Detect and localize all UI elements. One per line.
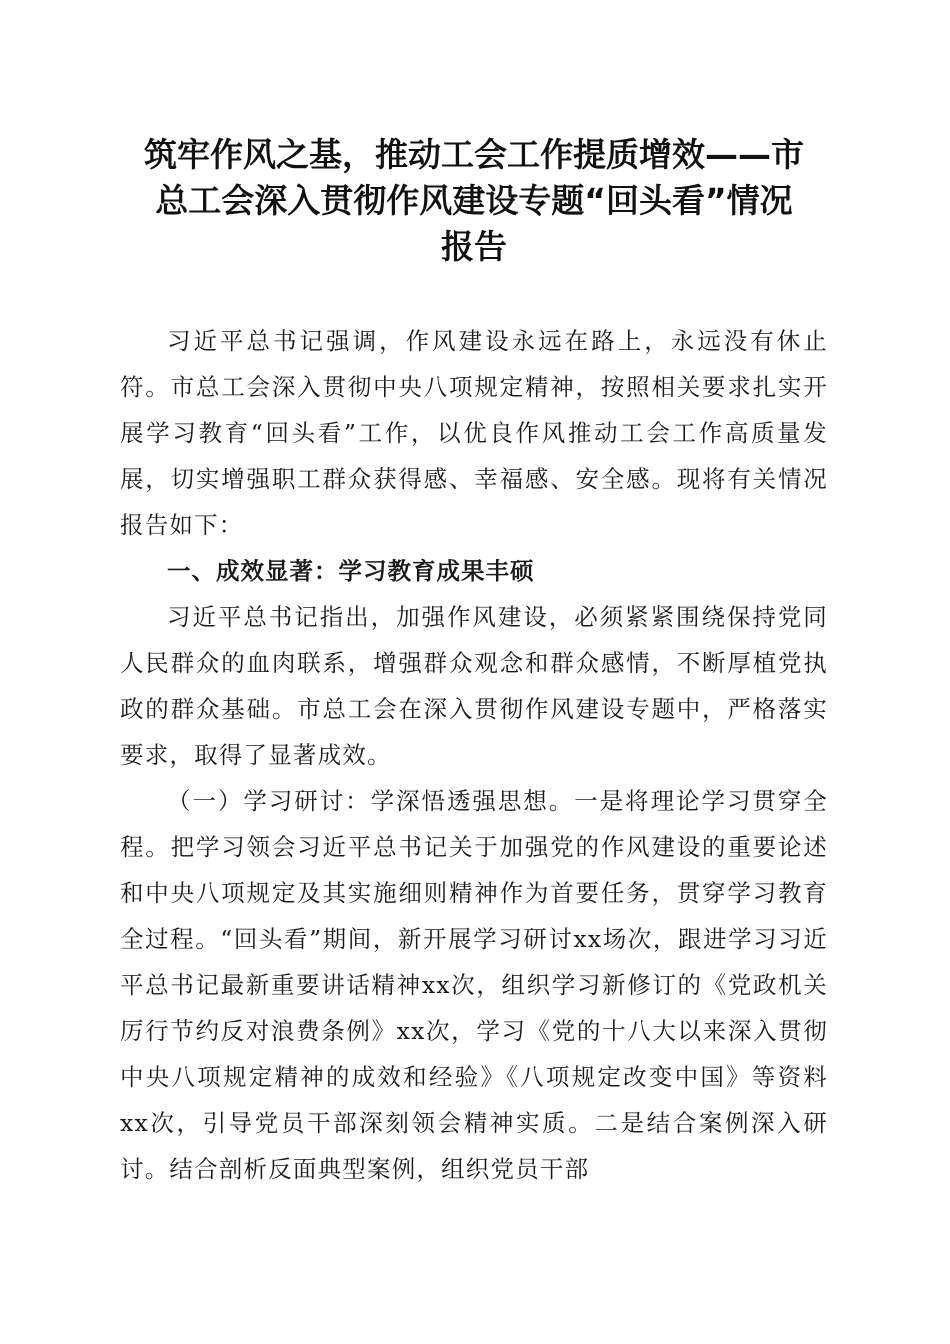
intro-paragraph: 习近平总书记强调，作风建设永远在路上，永远没有休止符。市总工会深入贯彻中央八项规定精神，按照相关要求扎实开展学习教育“回头看”工作，以优良作风推动工会工作高质量发展，切实增强职工群众获得感、幸福感、安全感。现将有关情况报告如下：	[120, 327, 828, 539]
subsection-1-text: 一是将理论学习贯穿全程。把学习领会习近平总书记关于加强党的作风建设的重要论述和中央八项规定及其实施细则精神作为首要任务，贯穿学习教育全过程。“回头看”期间，新开展学习研讨xx场次，跟进学习习近平总书记最新重要讲话精神xx次，组织学习新修订的《党政机关厉行节约反对浪费条例》xx次，学习《党的十八大以来深入贯彻中央八项规定精神的成效和经验》《八项规定改变中国》等资料xx次，引导党员干部深刻领会精神实质。二是结合案例深入研讨。结合剖析反面典型案例，组织党员干部	[120, 787, 829, 1183]
document-body	[120, 318, 828, 1192]
title-line-3: 报告	[441, 227, 507, 266]
title-line-1: 筑牢作风之基，推动工会工作提质增效——市	[144, 135, 804, 174]
subsection-1-paragraph	[120, 778, 828, 1192]
section-1-heading: 一、成效显著：学习教育成果丰硕	[167, 557, 535, 585]
document-title	[110, 132, 838, 270]
subsection-1-heading: （一）学习研讨：学深悟透强思想。	[167, 787, 575, 815]
title-line-2: 总工会深入贯彻作风建设专题“回头看”情况	[155, 181, 793, 220]
section-1-paragraph: 习近平总书记指出，加强作风建设，必须紧紧围绕保持党同人民群众的血肉联系，增强群众观念和群众感情，不断厚植党执政的群众基础。市总工会在深入贯彻作风建设专题中，严格落实要求，取得了显著成效。	[120, 603, 828, 769]
